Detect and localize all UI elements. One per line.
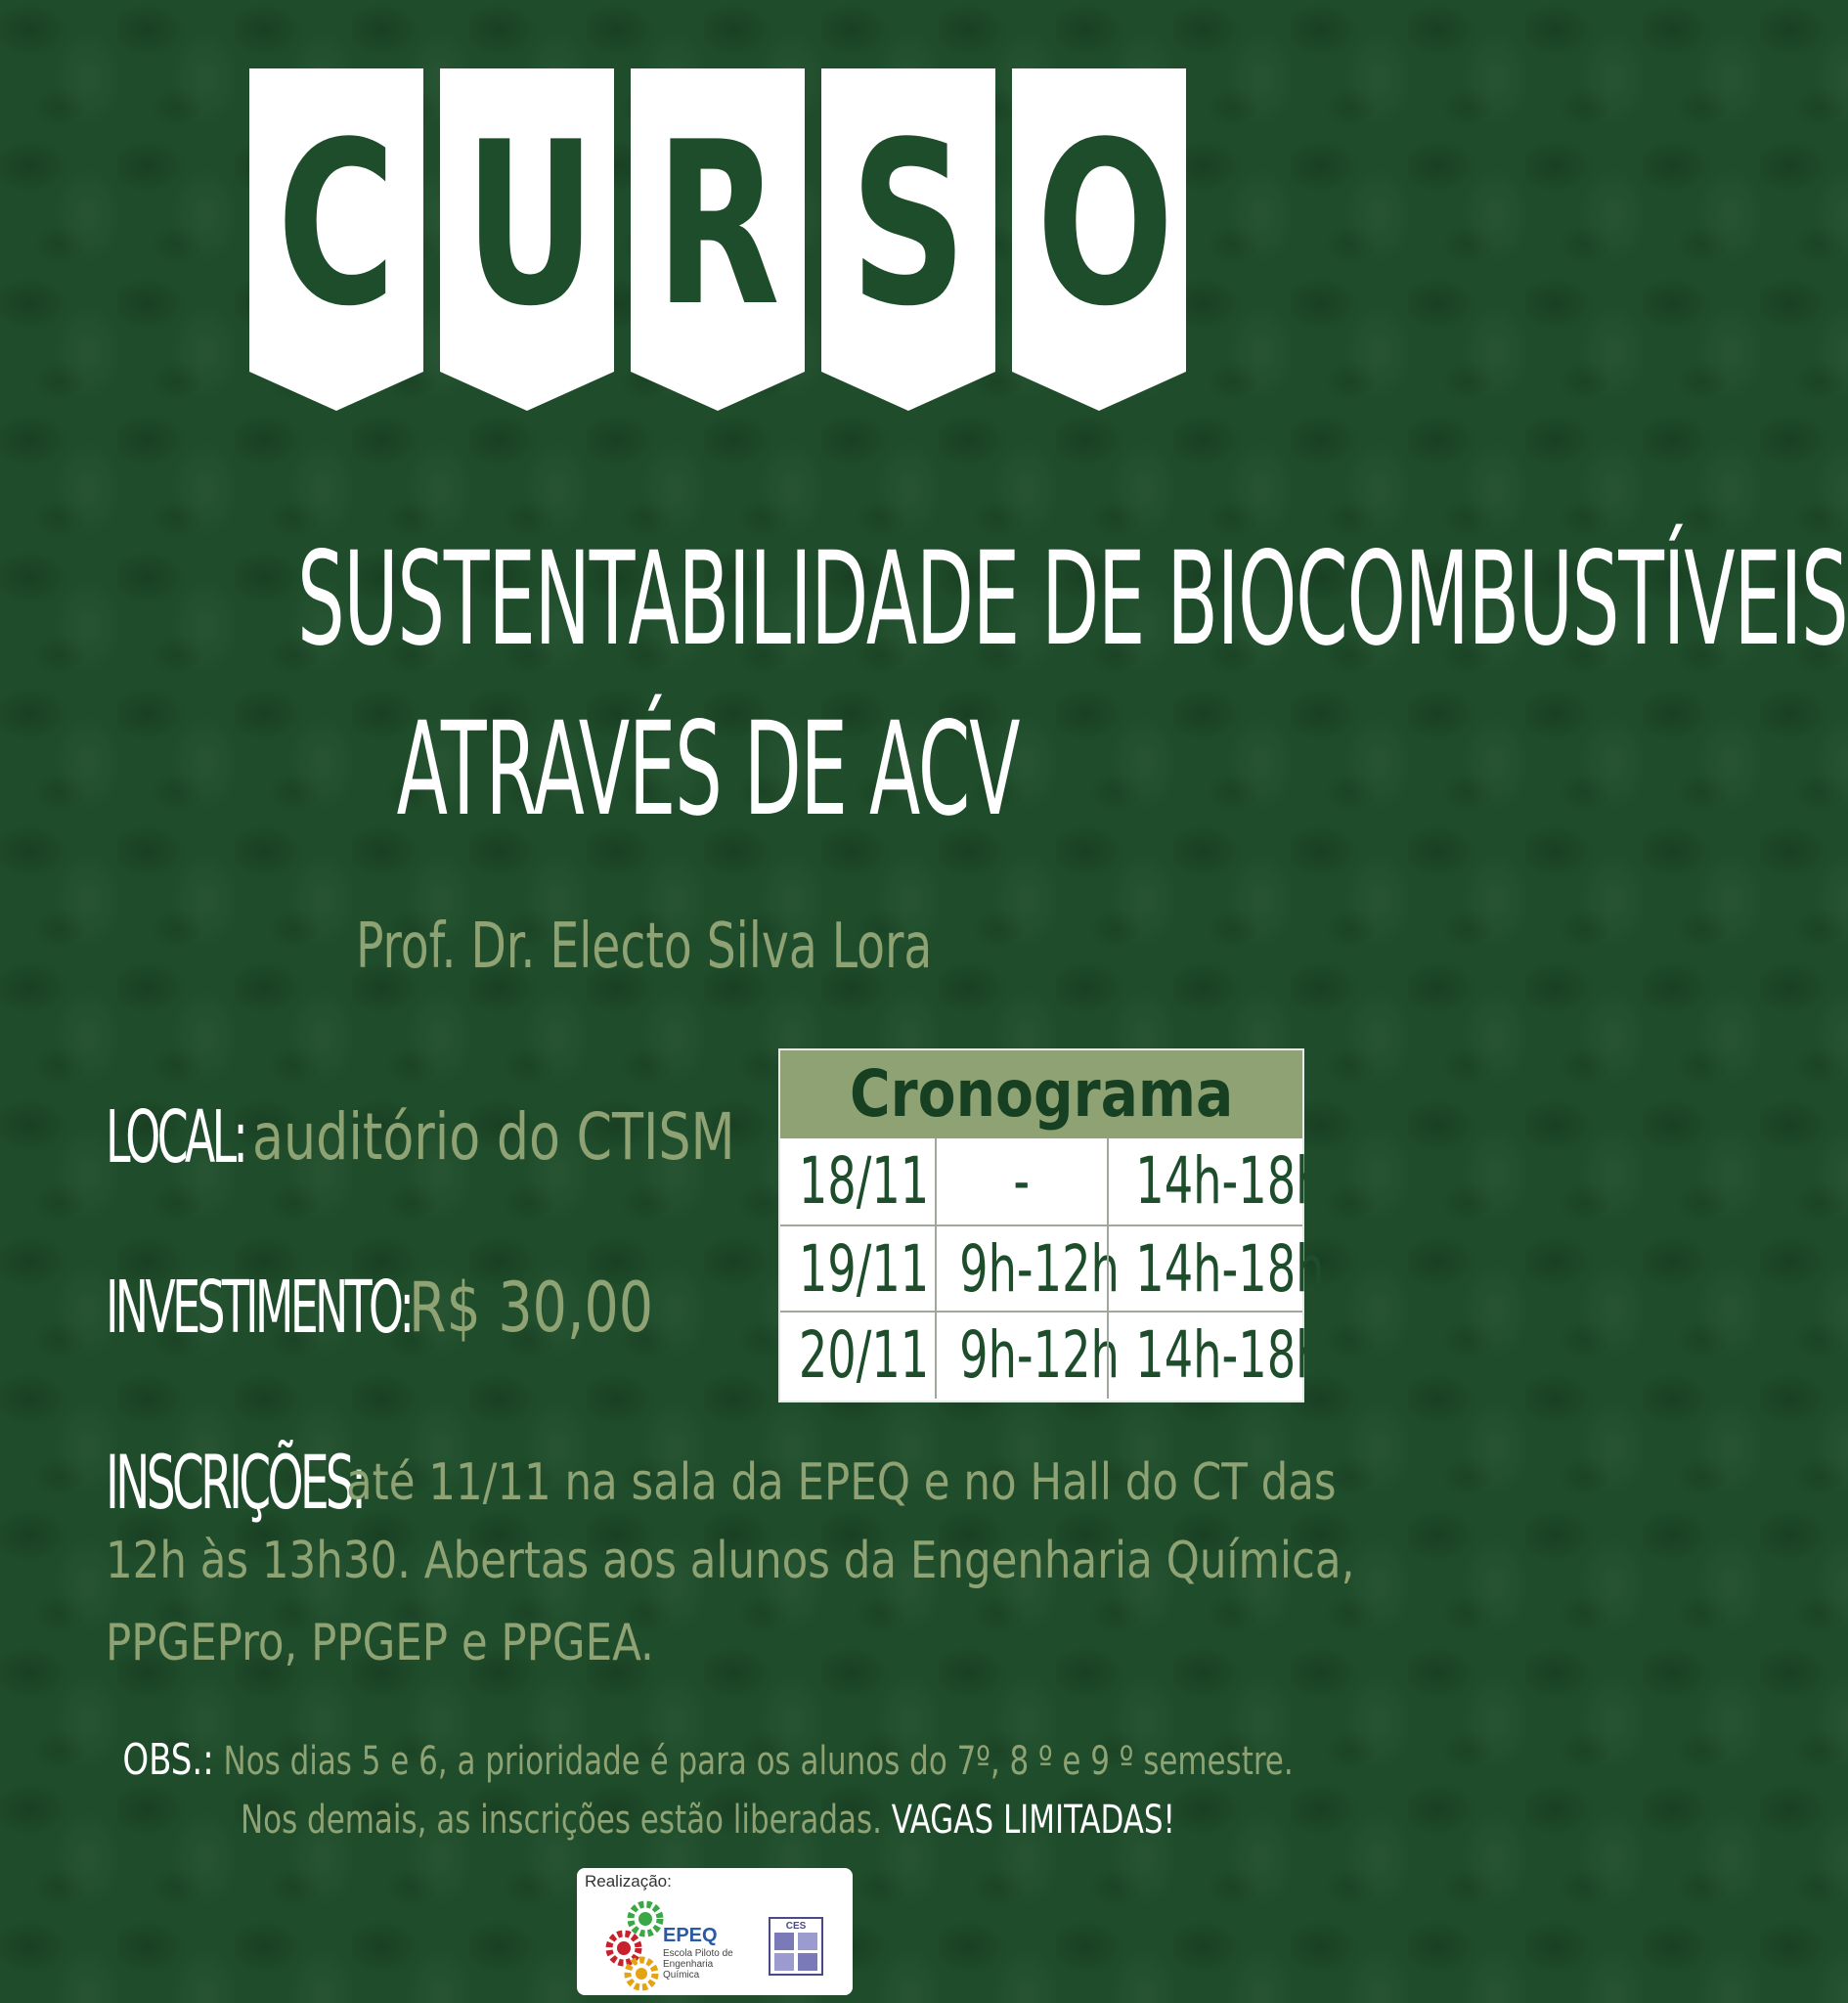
cell-date: 20/11 (798, 1317, 930, 1393)
course-title-line-2: ATRAVÉS DE ACV (396, 694, 1020, 845)
banner-letter: C (277, 95, 396, 356)
inscricoes-label: INSCRIÇÕES: (106, 1439, 364, 1526)
obs-line-2: Nos demais, as inscrições estão liberadas. (241, 1798, 882, 1843)
cronograma-body (780, 1138, 1325, 1401)
cell-morning: 9h-12h (935, 1313, 1107, 1399)
cell-afternoon: 14h-18h (1107, 1138, 1302, 1224)
course-title-line-1: SUSTENTABILIDADE DE BIOCOMBUSTÍVEIS (297, 524, 1848, 675)
investimento-value: R$ 30,00 (409, 1268, 653, 1348)
cell-afternoon: 14h-18h (1107, 1313, 1302, 1399)
banner-letter: S (850, 95, 967, 356)
table-row (780, 1224, 1325, 1311)
obs-note (0, 1731, 1416, 1849)
epeq-logo-subtitle: Escola Piloto de Engenharia Química (663, 1948, 733, 1981)
cronograma-title: Cronograma (780, 1050, 1302, 1138)
realizacao-label: Realização: (585, 1872, 672, 1891)
inscricoes-line-1: até 11/11 na sala da EPEQ e no Hall do CT das (346, 1453, 1337, 1512)
cell-morning: - (935, 1138, 1107, 1224)
obs-line-1: Nos dias 5 e 6, a prioridade é para os alunos do 7º, 8 º e 9 º semestre. (223, 1739, 1294, 1784)
banner-letter: O (1035, 95, 1174, 356)
realizacao-box (577, 1868, 853, 1995)
banner-flag (1012, 68, 1186, 411)
inscricoes-line-3: PPGEPro, PPGEP e PPGEA. (106, 1614, 654, 1672)
cell-afternoon: 14h-18h (1107, 1226, 1302, 1313)
investimento-label: INVESTIMENTO: (106, 1266, 412, 1350)
local-value: auditório do CTISM (252, 1099, 735, 1175)
banner-letter: U (463, 95, 596, 356)
cronograma-table (778, 1048, 1325, 1402)
cell-morning: 9h-12h (935, 1226, 1107, 1313)
banner-flag (821, 68, 995, 411)
banner-flag (631, 68, 805, 411)
banner-flag (440, 68, 614, 411)
banner-letter: R (655, 95, 780, 356)
cell-date: 18/11 (798, 1143, 930, 1219)
local-info (106, 1093, 735, 1181)
table-row (780, 1138, 1325, 1224)
ces-logo-icon (769, 1917, 823, 1976)
vagas-limitadas: VAGAS LIMITADAS! (891, 1798, 1175, 1843)
investimento-info (106, 1264, 653, 1352)
banner-flag (249, 68, 423, 411)
ces-logo-text: CES (785, 1921, 807, 1932)
epeq-logo-text: EPEQ (663, 1925, 718, 1946)
cell-date: 19/11 (798, 1231, 930, 1307)
inscricoes-line-2: 12h às 13h30. Abertas aos alunos da Engenharia Química, (106, 1532, 1355, 1590)
local-label: LOCAL: (106, 1095, 245, 1180)
obs-label: OBS.: (122, 1735, 214, 1785)
professor-name: Prof. Dr. Electo Silva Lora (356, 911, 933, 983)
curso-banner (249, 68, 1188, 411)
table-row (780, 1311, 1325, 1397)
